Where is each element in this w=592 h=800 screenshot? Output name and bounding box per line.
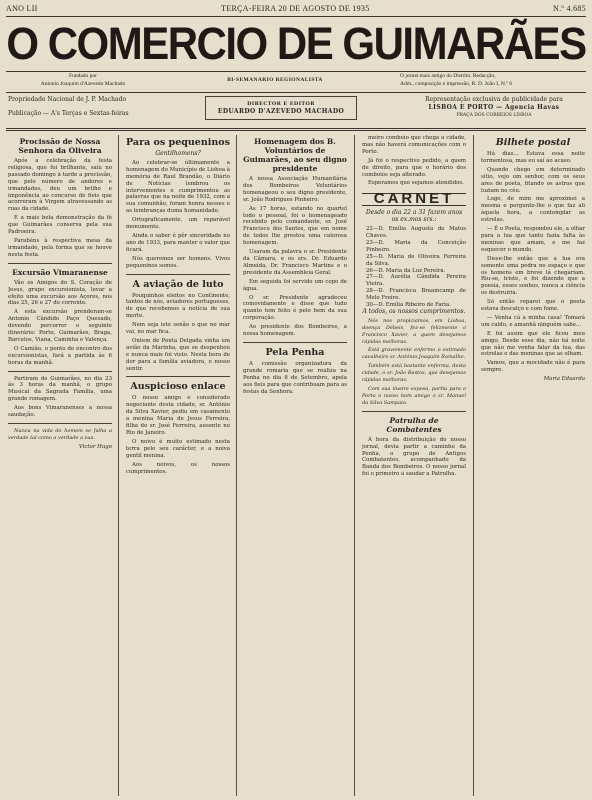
article-paragraph: Ainda o saber é pôr sinceridade no ano de 1933, para manter o valor que ficará. bbox=[126, 232, 230, 253]
article-paragraph: — É o Poeta, respondeu ele, a olhar para a lua que tanto fazia falta às meninas que amam, e me faz esquecer o mundo. bbox=[481, 226, 585, 253]
article-paragraph: Só então reparei que o poeta estava descalço e com fome. bbox=[481, 299, 585, 313]
birthday-entry: 23—D. Maria da Conceição Pinheiro. bbox=[366, 239, 466, 253]
article-heading: Para os pequeninos bbox=[126, 137, 230, 148]
article-paragraph: O nosso amigo e considerado negociante desta cidade, sr. António da Silva Xavier, pediu em casamento a menina Maria de Jesus Ferreira, filha do sr. José Ferreira, ausente no Rio de Janeiro. bbox=[126, 395, 230, 436]
article-paragraph: Já foi o respectivo pedido, a quem de direito, para que o horário dos comboios seja alterado. bbox=[362, 157, 466, 178]
article-paragraph: — Venha cá a minha casa! Tomará um caldo, e amanhã ninguém sabe... bbox=[481, 314, 585, 328]
article-paragraph: Nem seja isto senão o que no mar vai, no mar fica. bbox=[126, 322, 230, 336]
article-paragraph: Aos bons Vimaranenses a nossa saudação. bbox=[8, 405, 112, 419]
article-paragraph: Disse-lhe então que a lua era somente uma pedra no espaço e que os homens em breve lá chegariam. Riu-se, triste, e foi dizendo que a poesia, esses sonhos, nunca a ciência os destruiria. bbox=[481, 255, 585, 297]
year-label: ANO LII bbox=[6, 4, 38, 13]
rep-line-2: LISBOA E PORTO — Agencia Havas bbox=[428, 104, 560, 111]
carnet-outro: A todos, os nossos cumprimentos. bbox=[362, 307, 466, 315]
quote-author: Victor Hugo bbox=[78, 443, 112, 450]
masthead-rule bbox=[6, 71, 586, 72]
issue-date: TERÇA-FEIRA 20 DE AGOSTO DE 1935 bbox=[221, 4, 370, 13]
article-heading: A aviação de luto bbox=[132, 278, 224, 290]
article-paragraph: A nossa Associação Humanitária dos Bombeiros Voluntários homenageou o seu digno presidente, sr. João Rodrigues Pinheiro. bbox=[243, 176, 347, 203]
article-paragraph: O Camião, o ponto de encontro dos excursionistas, fará a partida às 6 horas da manhã. bbox=[8, 345, 112, 366]
article-paragraph: Em seguida foi servido um copo de água. bbox=[243, 278, 347, 292]
article-paragraph: A comissão organizadora da grande romaria que se realiza na Penha no dia 8 de Setembro, apela aos fieis para que contribuam para as festas da Senhora. bbox=[243, 360, 347, 395]
birthday-list bbox=[362, 226, 466, 309]
article-paragraph: Pouquinhos eleitos no Continente, tantos de nós, aviadores portugueses, de que recebemos a notícia de sua morte. bbox=[126, 292, 230, 320]
article-paragraph: Está gravemente enfermo o estimado cavalheiro sr. António Joaquim Ramalho. bbox=[362, 347, 466, 361]
publication-line: Publicação — A's Terças e Sextas-feiras bbox=[8, 110, 129, 117]
article-signature: Maria Eduarda bbox=[543, 376, 585, 383]
article-paragraph: A hora da distribuição do nosso jornal, devia partir a caminho da Penha, o grupo de Antigos Combatentes, acompanhado da Banda dos Bombeiros. O nosso jornal foi o primeiro a saudar a Patrulha. bbox=[362, 436, 466, 478]
article-paragraph: Ortograficamente, um reparável monumento. bbox=[126, 217, 230, 231]
rep-line-1: Representação exclusiva de publicidade para bbox=[425, 96, 563, 103]
office-info bbox=[400, 73, 588, 88]
birthday-entry: 28—D. Francisca Braamcamp de Melo Freire. bbox=[366, 288, 466, 302]
quote-text: Nunca na vida do homem se falha a verdade tal como a verdade a sua. bbox=[8, 428, 112, 441]
article-separator bbox=[8, 371, 112, 372]
article-heading: Patrulha de Combatentes bbox=[386, 415, 442, 434]
article-paragraph: Há dias... Estava essa noite tormentosa, mas eu saí ao acaso. bbox=[481, 151, 585, 164]
article-paragraph: Às 17 horas, estando no quartel todo o pessoal, foi o homenageado recebido pelo comandante, sr. José Francisco dos Santos, que em nome de todos lhe prestou uma calorosa homenagem. bbox=[243, 205, 347, 247]
article-separator bbox=[126, 274, 230, 275]
director-name: EDUARDO D'AZEVEDO MACHADO bbox=[217, 108, 345, 115]
date-bar bbox=[6, 2, 586, 15]
carnet-heading: CARNET bbox=[362, 193, 466, 206]
article-paragraph: Aos noivos, os nossos cumprimentos. bbox=[126, 461, 230, 475]
director-box bbox=[205, 96, 357, 120]
article-paragraph: Nós queremos ser homens. Vivos pequeninos somos. bbox=[126, 255, 230, 269]
article-paragraph: Com sua ilustre esposa, partiu para o Porto o nosso bom amigo o sr. Manuel da Silva Sampaio. bbox=[362, 386, 466, 406]
article-paragraph: Também está bastante enferma, desta cidade, o sr. João Bastos, que desejamos rápidas melhoras. bbox=[362, 363, 466, 384]
founded-label: Fundado por bbox=[69, 73, 97, 79]
article-paragraph: É a mais bela demonstração da fé que Guimarães conserva pela sua Padroeira. bbox=[8, 215, 112, 236]
article-paragraph: Usaram da palavra o sr. Presidente da Câmara, e os srs. Dr. Eduardo Almeida, Dr. Francisco Martins e o presidente da Assembleia Geral. bbox=[243, 249, 347, 276]
article-paragraph: O sr. Presidente agradeceu comovidamente e disse que tudo quanto tem feito é pelo bem da sua corporação. bbox=[243, 294, 347, 322]
article-paragraph: Logo, de mim me aproximei a mesma e pergunto-lhe o que faz ali àquela hora, a contemplar as estrelas. bbox=[481, 196, 585, 224]
paper-subtitle: BI-SEMANARIO REGIONALISTA bbox=[227, 77, 323, 83]
article-heading: Pela Penha bbox=[265, 346, 325, 358]
column-2 bbox=[126, 135, 230, 796]
article-paragraph: Ontem de Ponta Delgada vinha um avião da Marinha, que se despenhou e nunca mais foi visto. Nesta hora de dor para a família aviadora, o nosso sentir. bbox=[126, 337, 230, 372]
director-label: DIRECTOR E EDITOR bbox=[247, 101, 315, 107]
column-divider bbox=[118, 135, 119, 796]
info-rule bbox=[6, 92, 586, 93]
article-paragraph: Nós nos propiciamos, em Lisboa, doença Débeis, fez-se felizmente o Francisco Xavier, a quem desejamos rápidas melhoras. bbox=[362, 317, 466, 345]
article-paragraph: O noivo é muito estimado nesta terra pelo seu carácter, e a noiva gentil menina. bbox=[126, 438, 230, 459]
article-subheading: Gentilhomens? bbox=[155, 150, 201, 157]
header-bottom-rule-2 bbox=[6, 130, 586, 131]
office-line-2: Adm., composição e impressão, R. D. João I, N.º 6 bbox=[400, 80, 512, 87]
column-4 bbox=[362, 135, 466, 796]
article-heading: Excursão Vimaranense bbox=[12, 267, 108, 277]
ownership-info bbox=[8, 96, 178, 118]
article-paragraph: Esperamos que sejamos atendidos. bbox=[368, 180, 464, 187]
owner-line: Propriedade Nacional de J. P. Machado bbox=[8, 96, 127, 103]
column-divider bbox=[473, 135, 474, 796]
column-divider bbox=[354, 135, 355, 796]
subtitle-info bbox=[185, 73, 365, 85]
column-1 bbox=[8, 135, 112, 796]
article-paragraph: A esta excursão prenderam-se Antonio Cândido Paço Quesado, devendo percorrer o seguinte itinerário: Porto, Guimarães, Braga, Barcelos, Viana, Caminha e Valença. bbox=[8, 309, 112, 343]
article-separator bbox=[8, 263, 112, 264]
column-3 bbox=[243, 135, 347, 796]
article-paragraph: Parabéns à respectiva mesa da irmandade, pela forma que se houve nesta festa. bbox=[8, 237, 112, 258]
article-paragraph: Vamos, que a mocidade não é para sempre. bbox=[481, 360, 585, 374]
birthday-entry: 22—D. Emília Augusta de Matos Chaves. bbox=[366, 226, 466, 239]
issue-number: N.º 4.685 bbox=[553, 4, 586, 13]
founder-name: Antonio Joaquim d'Azevedo Machado bbox=[40, 80, 126, 87]
birthday-entry: 26—D. Maria da Luz Pereira. bbox=[366, 267, 446, 274]
article-heading: Bilhete postal bbox=[495, 137, 571, 148]
advertising-info bbox=[400, 96, 588, 120]
masthead-title: O COMERCIO DE GUIMARÃES bbox=[6, 18, 586, 69]
header-bottom-rule bbox=[6, 128, 586, 129]
article-separator bbox=[243, 342, 347, 343]
office-line-1: O jornal mais antigo do Distrito. Redacção, bbox=[400, 73, 496, 79]
birthday-entry: 27—D. Aurélia Cândida Pereira Vieira. bbox=[366, 274, 466, 288]
column-divider bbox=[236, 135, 237, 796]
birthday-entry: 30—D. Emília Ribeiro de Faria. bbox=[366, 302, 451, 309]
article-heading: Procissão de Nossa Senhora da Oliveira bbox=[18, 137, 102, 155]
founder-info bbox=[8, 73, 158, 88]
article-separator bbox=[126, 376, 230, 377]
article-heading: Auspicioso enlace bbox=[130, 381, 226, 393]
birthday-entry: 25—D. Maria de Oliveira Ferreira da Silva. bbox=[366, 253, 466, 267]
article-paragraph: meiro comboio que chega à cidade, mas não haverá comunicações com o Porto. bbox=[362, 135, 466, 155]
article-separator bbox=[362, 411, 466, 412]
article-paragraph: Ao celebrar-se últimamente a homenagem do Município de Lisboa à memória de Raul Brandão, o Diário de Notícias lembrou os intervenientes e cumprimentou as palavras que na noite de 1932, com a sua comunhão, foram honra nesses e as lembranças duma humanidade. bbox=[126, 159, 230, 215]
article-paragraph: Ao presidente dos Bombeiros, a nossa homenagem. bbox=[243, 324, 347, 338]
rep-line-3: PRAÇA DOS CORREIOS LISBOA bbox=[456, 113, 532, 118]
article-paragraph: Partiram de Guimarães, no dia 23 às 3 horas da manhã, o grupo Musical da Sagrada Família, uma grande romagem. bbox=[8, 375, 112, 403]
column-5 bbox=[481, 135, 585, 796]
article-paragraph: Quando chego em determinado sítio, vejo um senhor, com os seus ares de poeta, fitando os astros que luziam no céu. bbox=[481, 166, 585, 194]
article-paragraph: Vão os Amigos do S. Coração de Jesus, grupo excursionista, levar a efeito uma excursão aos Açores, nos dias 25, 26 e 27 do corrente. bbox=[8, 279, 112, 307]
article-heading: Homenagem dos B. Voluntários de Guimarães, ao seu digno presidente bbox=[243, 137, 347, 173]
article-paragraph: Após a celebração da festa religiosa, que foi brilhante, saíu no passado domingo à tarde a procissão, que pelo número de andores e irmandades, deu um brilho e imponência ao concurso de fieis que acorreram à Virgem atravessando as ruas da cidade. bbox=[8, 158, 112, 213]
article-separator bbox=[8, 423, 112, 424]
carnet-intro: Desde o dia 22 a 31 fazem anos os ex.mos srs.: bbox=[365, 209, 463, 224]
article-paragraph: E foi assim que ele ficou meu amigo. Desde esse dia, não há noite que não me venha falar da lua, das estrelas e das meninas que as olham. bbox=[481, 330, 585, 358]
